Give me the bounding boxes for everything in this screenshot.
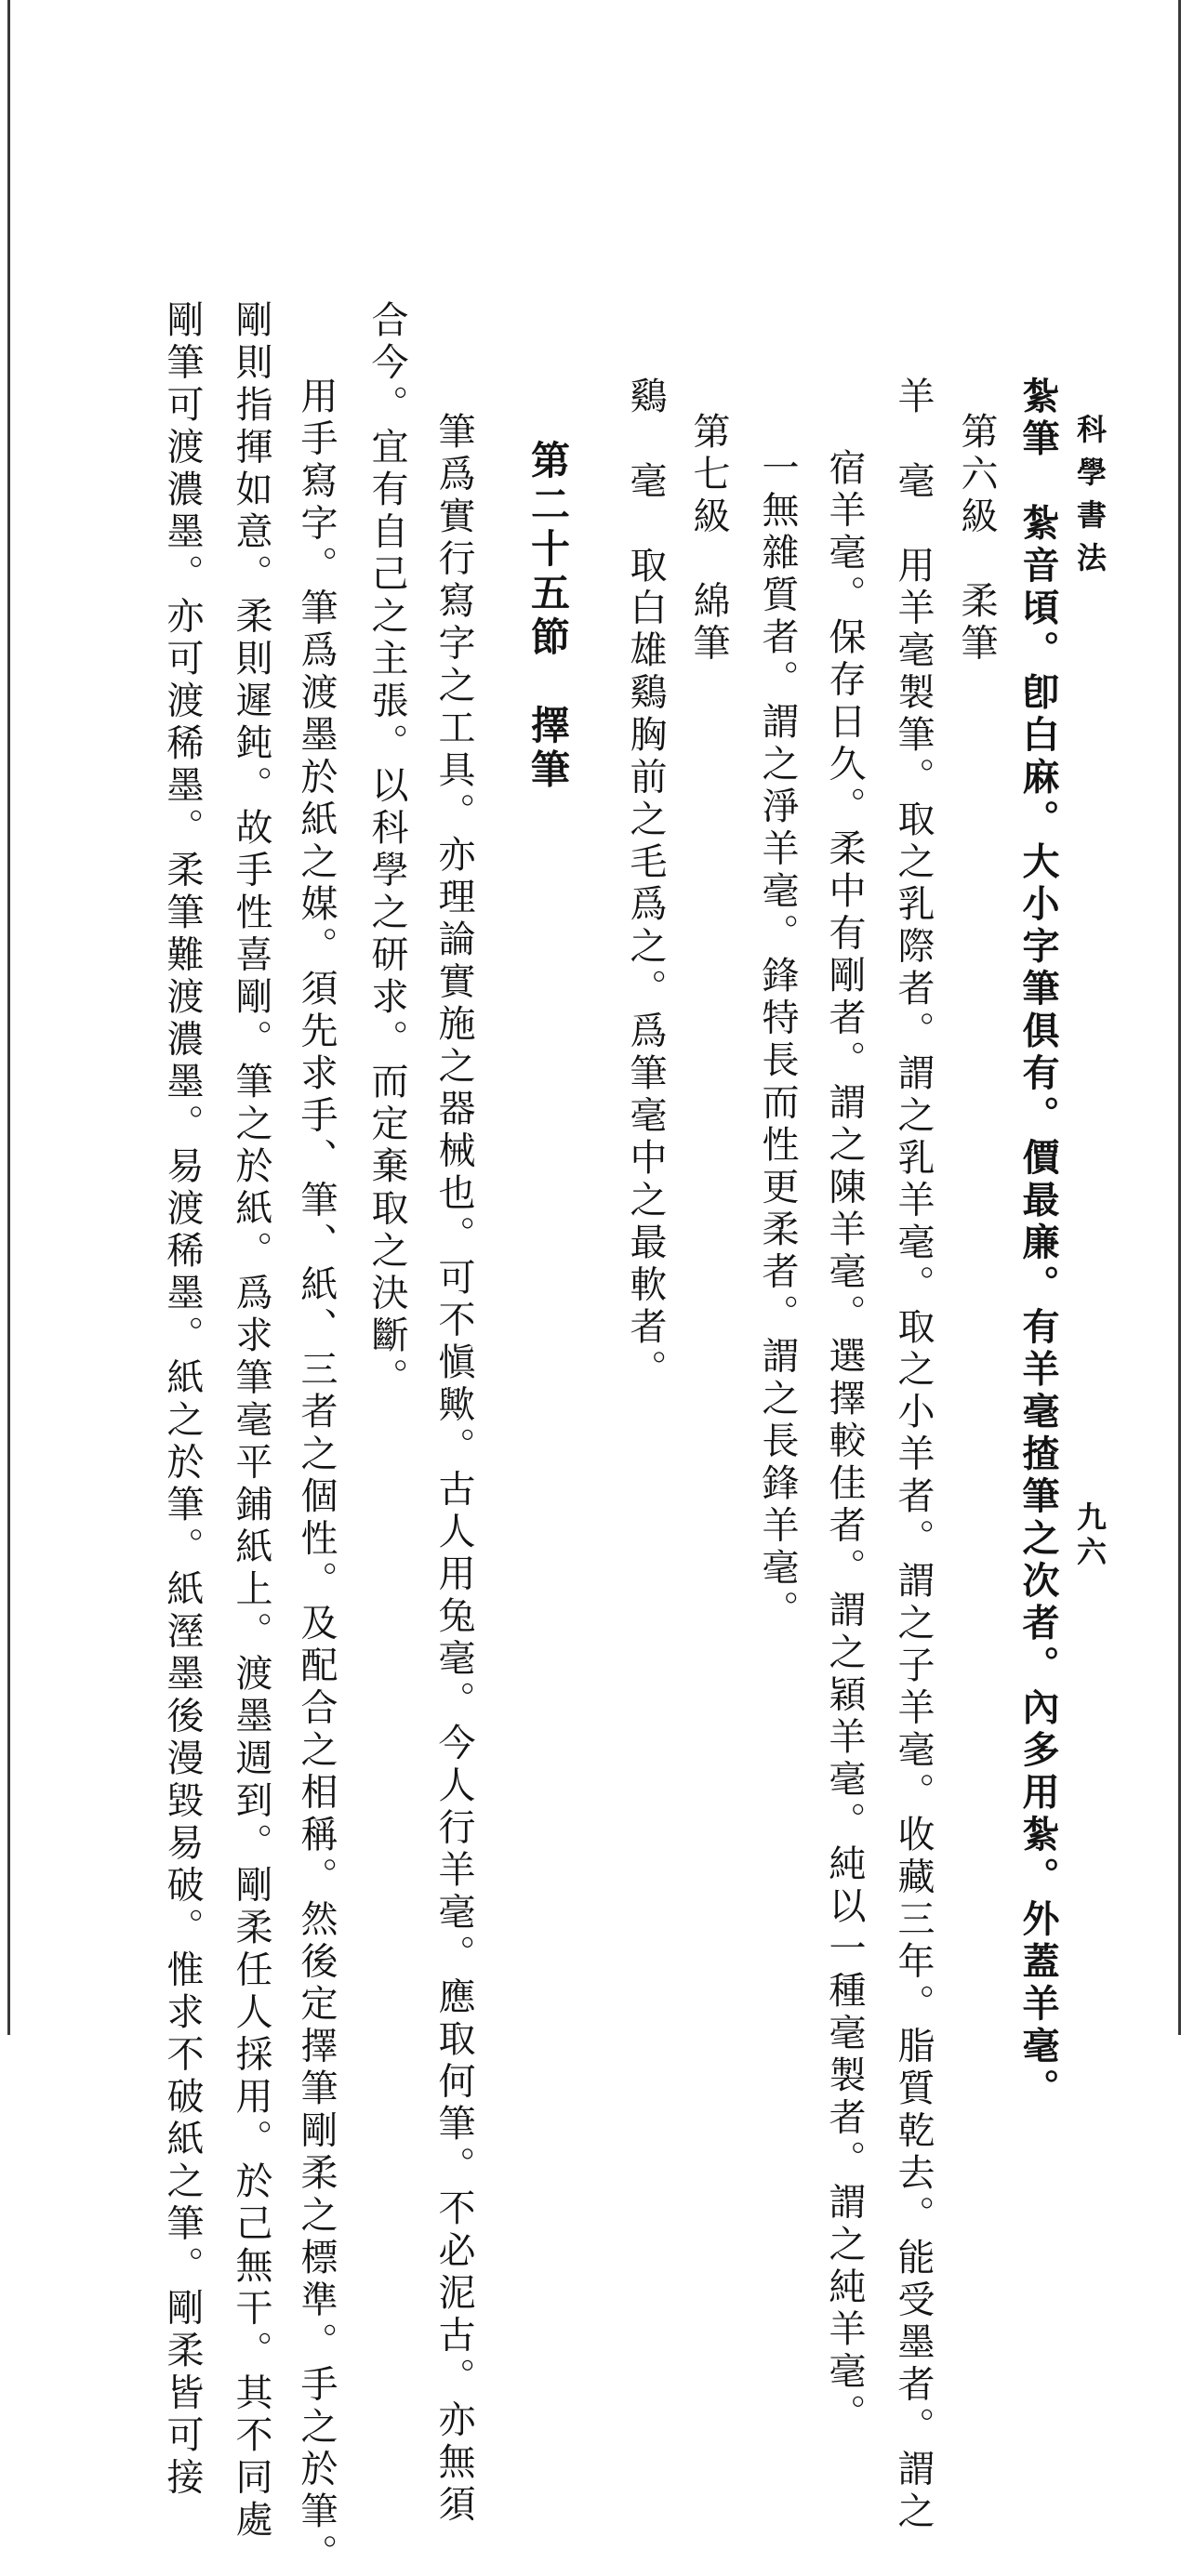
text-column-7: 鷄 毫 取白雄鷄胸前之毛爲之。爲筆毫中之最軟者。 [624, 376, 667, 1392]
text-column-3: 羊 毫 用羊毫製筆。取之乳際者。謂之乳羊毫。取之小羊者。謂之子羊毫。收藏三年。脂質乾去。能受墨者。謂之 [892, 376, 935, 2534]
grade-heading-6: 第六級 柔筆 [955, 412, 998, 666]
grade-heading-7: 第七級 綿筆 [687, 412, 730, 666]
text-column-9: 筆爲實行寫字之工具。亦理論實施之器械也。可不愼歟。古人用兔毫。今人行羊毫。應取何筆。不必泥古。亦無須 [432, 412, 475, 2527]
text-column-12: 剛則指揮如意。柔則遲鈍。故手性喜剛。筆之於紙。爲求筆毫平鋪紙上。渡墨週到。剛柔任人採用。於己無干。其不同處 [230, 300, 272, 2543]
section-title: 第二十五節 擇筆 [525, 440, 571, 793]
text-column-13: 剛筆可渡濃墨。亦可渡稀墨。柔筆難渡濃墨。易渡稀墨。紙之於筆。紙溼墨後漫毀易破。惟求不破紙之筆。剛柔皆可接 [161, 300, 204, 2500]
running-header-title: 科學書法 [1072, 414, 1108, 585]
text-column-11: 用手寫字。筆爲渡墨於紙之媒。須先求手、筆、紙、三者之個性。及配合之相稱。然後定擇筆剛柔之標準。手之於筆。 [295, 376, 338, 2576]
text-column-5: 一無雜質者。謂之淨羊毫。鋒特長而性更柔者。謂之長鋒羊毫。 [756, 448, 799, 1632]
text-column-1: 紮筆 紮音頃。卽白麻。大小字筆俱有。價最廉。有羊毫揸筆之次者。內多用紮。外蓋羊毫。 [1016, 376, 1060, 2111]
text-column-10: 合今。宜有自己之主張。以科學之研求。而定棄取之決斷。 [365, 300, 408, 1400]
page-number: 九六 [1072, 1501, 1108, 1571]
text-column-4: 宿羊毫。保存日久。柔中有剛者。謂之陳羊毫。選擇較佳者。謂之穎羊毫。純以一種毫製者。謂之純羊毫。 [823, 448, 866, 2437]
